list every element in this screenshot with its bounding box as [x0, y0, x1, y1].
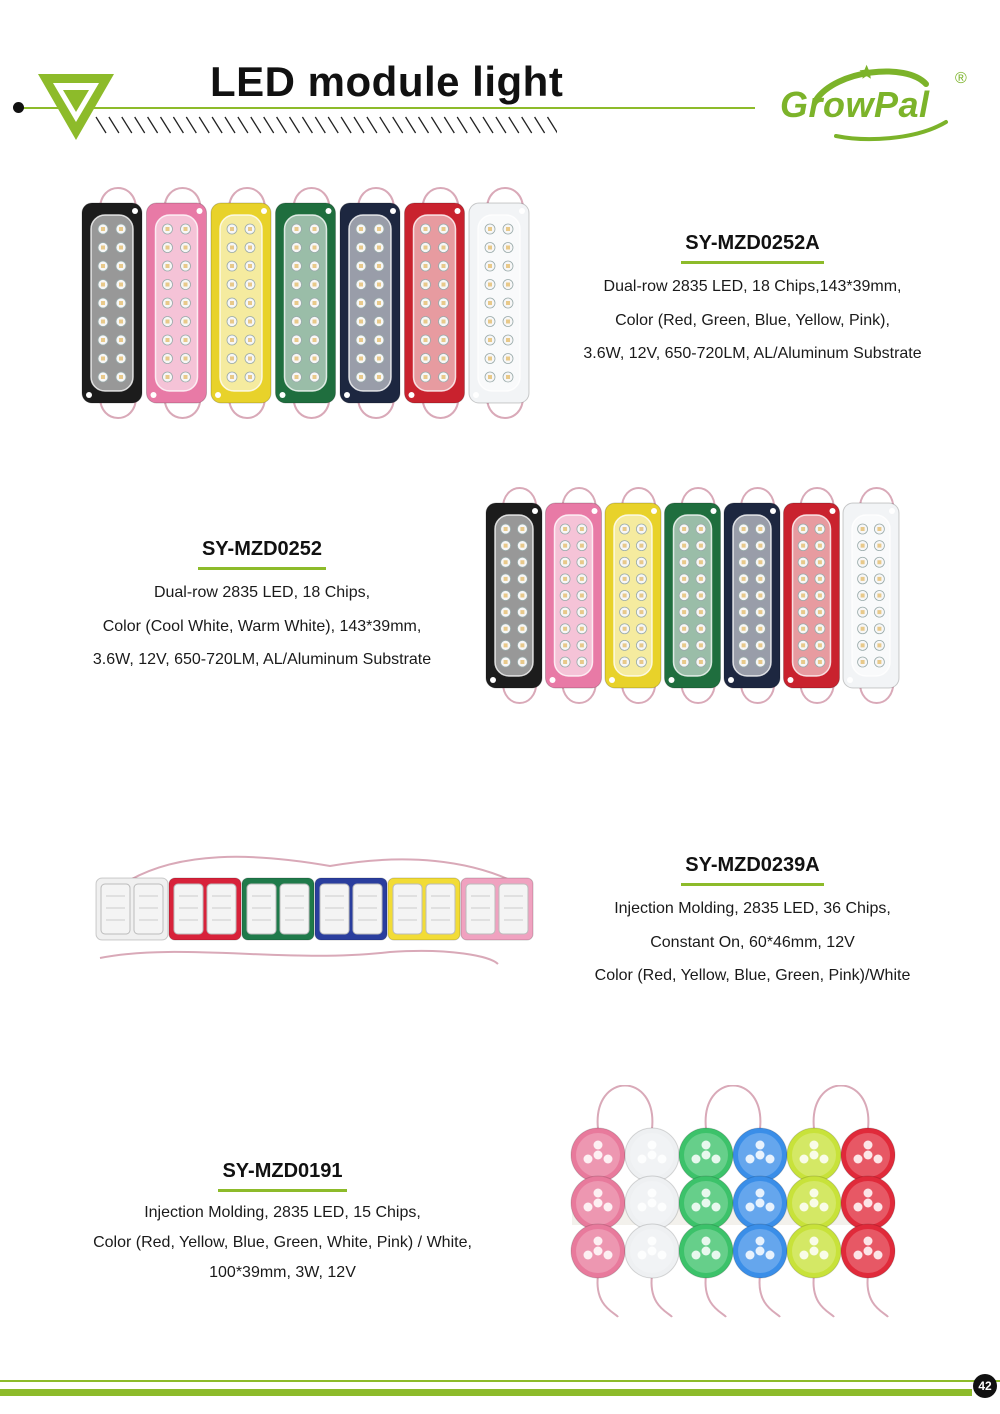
led-module — [82, 188, 142, 418]
product-block-sy-mzd0191 — [70, 1160, 495, 1288]
led-module — [625, 1128, 679, 1317]
led-module — [315, 878, 387, 940]
led-module — [546, 488, 602, 703]
footer-rule-thick — [0, 1389, 972, 1396]
led-module — [724, 488, 780, 703]
led-module — [169, 878, 241, 940]
registered-mark: ® — [955, 70, 967, 87]
product-block-sy-mzd0252 — [72, 538, 452, 677]
page-number: 42 — [973, 1374, 997, 1398]
led-module — [211, 188, 271, 418]
header-rule — [20, 107, 755, 109]
product-name: SY-MZD0252 — [198, 538, 326, 570]
led-module — [461, 878, 533, 940]
led-module — [96, 878, 168, 940]
led-module — [388, 878, 460, 940]
header-hatch-decoration — [92, 116, 557, 134]
product-image-sy-mzd0252 — [484, 470, 904, 720]
led-module — [843, 488, 899, 703]
product-spec-line: Dual-row 2835 LED, 18 Chips,143*39mm, — [603, 278, 902, 295]
led-module — [340, 188, 400, 418]
led-module — [276, 188, 336, 418]
product-image-sy-mzd0252a — [80, 168, 540, 443]
led-module — [147, 188, 207, 418]
led-module — [841, 1128, 895, 1317]
product-name: SY-MZD0191 — [218, 1160, 346, 1192]
product-spec-line: 100*39mm, 3W, 12V — [209, 1264, 356, 1281]
product-spec-line: Injection Molding, 2835 LED, 15 Chips, — [144, 1204, 421, 1221]
product-block-sy-mzd0252a — [560, 232, 945, 371]
product-spec-line: Color (Cool White, Warm White), 143*39mm, — [102, 617, 422, 635]
product-image-sy-mzd0239a — [90, 852, 538, 967]
led-module — [784, 488, 840, 703]
product-block-sy-mzd0239a — [565, 854, 940, 993]
footer-rule-thin — [0, 1380, 1000, 1382]
product-image-sy-mzd0191 — [562, 1085, 902, 1320]
product-spec-line: 3.6W, 12V, 650-720LM, AL/Aluminum Substrate — [583, 345, 922, 362]
led-module — [733, 1128, 787, 1317]
product-spec-line: Injection Molding, 2835 LED, 36 Chips, — [614, 900, 891, 917]
product-spec-line: 3.6W, 12V, 650-720LM, AL/Aluminum Substrate — [92, 651, 432, 668]
led-module — [469, 188, 529, 418]
product-spec-line: Color (Red, Yellow, Blue, Green, White, Pink) / White, — [93, 1234, 472, 1251]
led-module — [665, 488, 721, 703]
led-module — [605, 488, 661, 703]
led-module — [486, 488, 542, 703]
page-title: LED module light — [210, 58, 564, 105]
brand-logo-text: GrowPal — [780, 84, 930, 125]
product-name: SY-MZD0239A — [681, 854, 824, 886]
product-spec-line: Color (Red, Yellow, Blue, Green, Pink)/White — [594, 967, 911, 984]
product-name: SY-MZD0252A — [681, 232, 824, 264]
product-spec-line: Constant On, 60*46mm, 12V — [650, 933, 855, 951]
product-spec-line: Color (Red, Green, Blue, Yellow, Pink), — [615, 311, 890, 329]
led-module — [405, 188, 465, 418]
product-spec-line: Dual-row 2835 LED, 18 Chips, — [153, 584, 371, 601]
header-bullet-dot — [13, 102, 24, 113]
led-module — [242, 878, 314, 940]
